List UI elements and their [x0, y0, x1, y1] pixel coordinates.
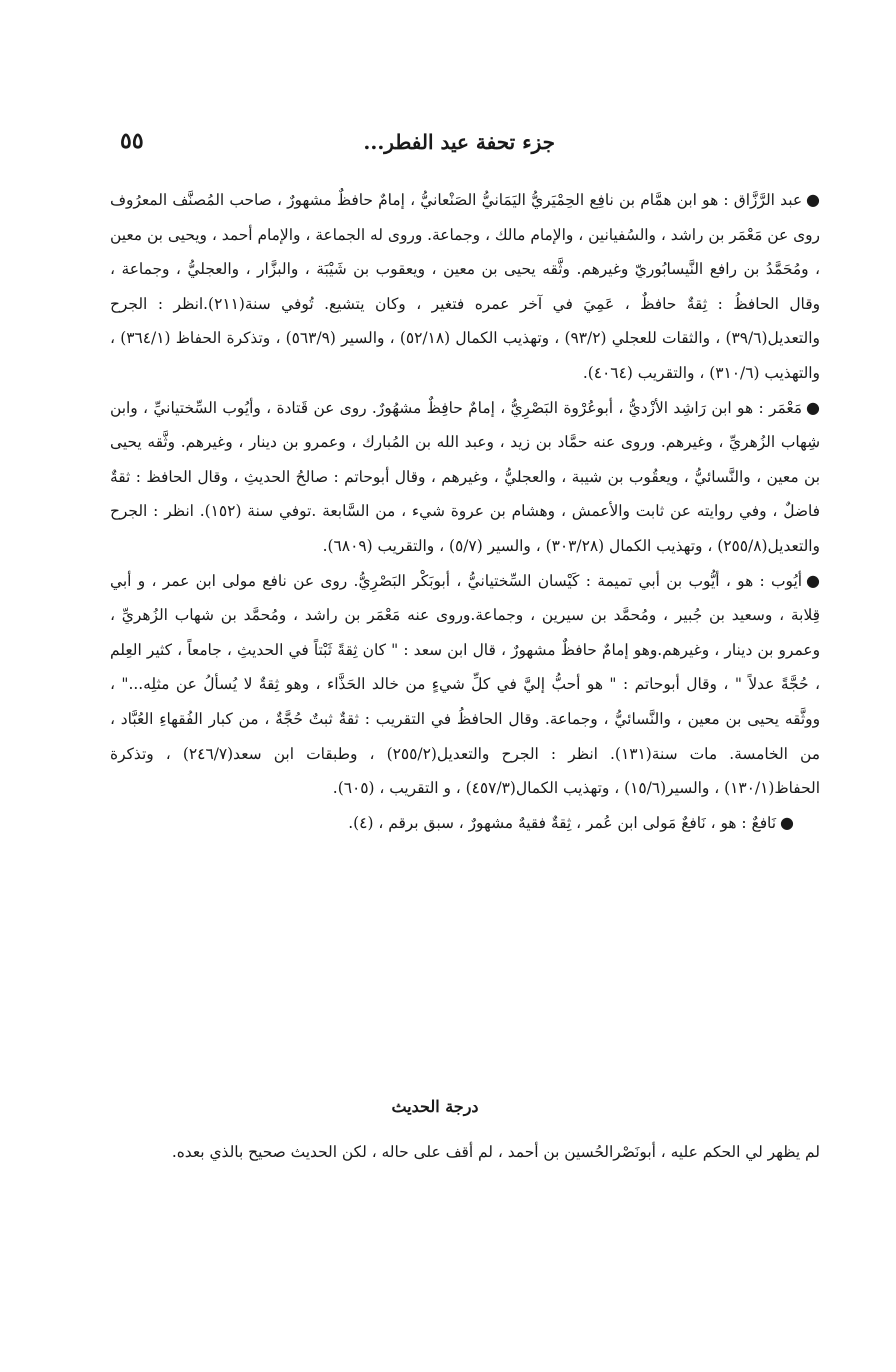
entry-text: مَعْمَر : هو ابن رَاشِد الأزْديُّ ، أبوعُرْوة البَصْرِيُّ ، إمامٌ حافِظٌ مشهُورٌ. روى عن قَتادة ، وأيُوب السِّختيانيِّ ، وابن شِهاب الزُهريِّ ، وغيرهم. وروى عنه حمَّاد بن زيد ، وعبد الله بن المُبارك ، وعمرو بن دينار ، وغيرهم. وثَّقه يحيى بن معين ، والنَّسائيُّ ، ويعقُوب بن شيبة ، والعجليُّ ، وغيرهم ، وقال أبوحاتم : صالحُ الحديثِ ، وقال الحافظ : ثقةٌ فاضلٌ ، وفي روايته عن ثابت والأعمش ، وهشام بن عروة شيء ، من السَّابعة .توفي سنة (١٥٢). انظر : الجرح والتعديل(٢٥٥/٨) ، وتهذيب الكمال (٣٠٣/٢٨) ، والسير (٥/٧) ، والتقريب (٦٨٠٩). [110, 398, 820, 555]
section-title: درجة الحديث [391, 1097, 479, 1116]
entry-abdurrazzaq [110, 183, 820, 391]
bullet-icon: ● [806, 397, 820, 417]
entry-nafi [110, 806, 820, 841]
running-title: جزء تحفة عيد الفطر... [363, 130, 555, 154]
page-header [110, 128, 800, 164]
entry-text: نَافعٌ : هو ، نَافعٌ مَولى ابن عُمر ، ثِقةٌ فقيهٌ مشهورٌ ، سبق برقم ، (٤). [348, 813, 777, 832]
entry-text: أيُوب : هو ، أيُّوب بن أبي تميمة : كَيْسان السِّختيانيُّ ، أبوبَكْر البَصْرِيُّ. روى عن نافع مولى ابن عمر ، و أبي قِلابة ، وسعيد بن جُبير ، ومُحمَّد بن سيرين ، وجماعة.وروى عنه مَعْمَر بن راشد ، ومُحمَّد بن شهاب الزُهريِّ ، وعمرو بن دينار ، وغيرهم.وهو إمامٌ حافظٌ مشهورٌ ، قال ابن سعد : " كان ثِقةً ثَبْتاً في الحديثِ ، جامعاً ، كثير العِلم ، حُجَّةً عدلاً " ، وقال أبوحاتم : " هو أحبُّ إليَّ في كلِّ شيءٍ من خالد الحَذَّاء ، وهو ثِقةٌ لا يُسألُ عن مثلِه..." ، ووثَّقه يحيى بن معين ، والنَّسائيُّ ، وجماعة. وقال الحافظُ في التقريب : ثقةٌ ثبتٌ حُجَّةٌ ، من كبار الفُقهاءِ العُبَّاد ، من الخامسة. مات سنة(١٣١). انظر : الجرح والتعديل(٢٥٥/٢) ، وطبقات ابن سعد(٢٤٦/٧) ، وتذكرة الحفاظ(١٣٠/١) ، والسير(١٥/٦) ، وتهذيب الكمال(٤٥٧/٣) ، و التقريب ، (٦٠٥). [110, 571, 820, 798]
section-body: لم يظهر لي الحكم عليه ، أبونَصْرالحُسين بن أحمد ، لم أقف على حاله ، لكن الحديث صحيح بالذي بعده. [171, 1142, 820, 1161]
entry-ayyub [110, 564, 820, 806]
footnotes-body [110, 183, 820, 840]
bullet-icon: ● [780, 812, 794, 832]
bullet-icon: ● [806, 190, 820, 209]
entry-text: عبد الرَّزَّاق : هو ابن همَّام بن نافِع الحِمْيَريُّ اليَمَانيُّ الصَنْعانيُّ ، إمامٌ حافظٌ مشهورٌ ، صاحب المُصنَّف المعرُوف روى عن مَعْمَر بن راشد ، والسُفيانين ، والإمام مالك ، وجماعة. وروى له الجماعة ، والإمام أحمد ، ويحيى بن معين ، ومُحَمَّدُ بن رافع النَّيسابُوريّ وغيرهم. وثَّقه يحيى بن معين ، ويعقوب بن شَيْبَة ، والبزَّار ، والعجليُّ ، وجماعة ، وقال الحافظُ : ثِقةٌ حافظٌ ، عَمِيَ في آخر عمره فتغير ، وكان يتشيع. تُوفي سنة(٢١١).انظر : الجرح والتعديل(٣٩/٦) ، والثقات للعجلي (٩٣/٢) ، وتهذيب الكمال (٥٢/١٨) ، والسير (٥٦٣/٩) ، وتذكرة الحفاظ (٣٦٤/١) ، والتهذيب (٣١٠/٦) ، والتقريب (٤٠٦٤). [110, 191, 821, 382]
hadith-grade-section [110, 1090, 820, 1169]
entry-mamar [110, 391, 820, 564]
page-number: ٥٥ [120, 128, 144, 154]
bullet-icon: ● [806, 570, 820, 590]
